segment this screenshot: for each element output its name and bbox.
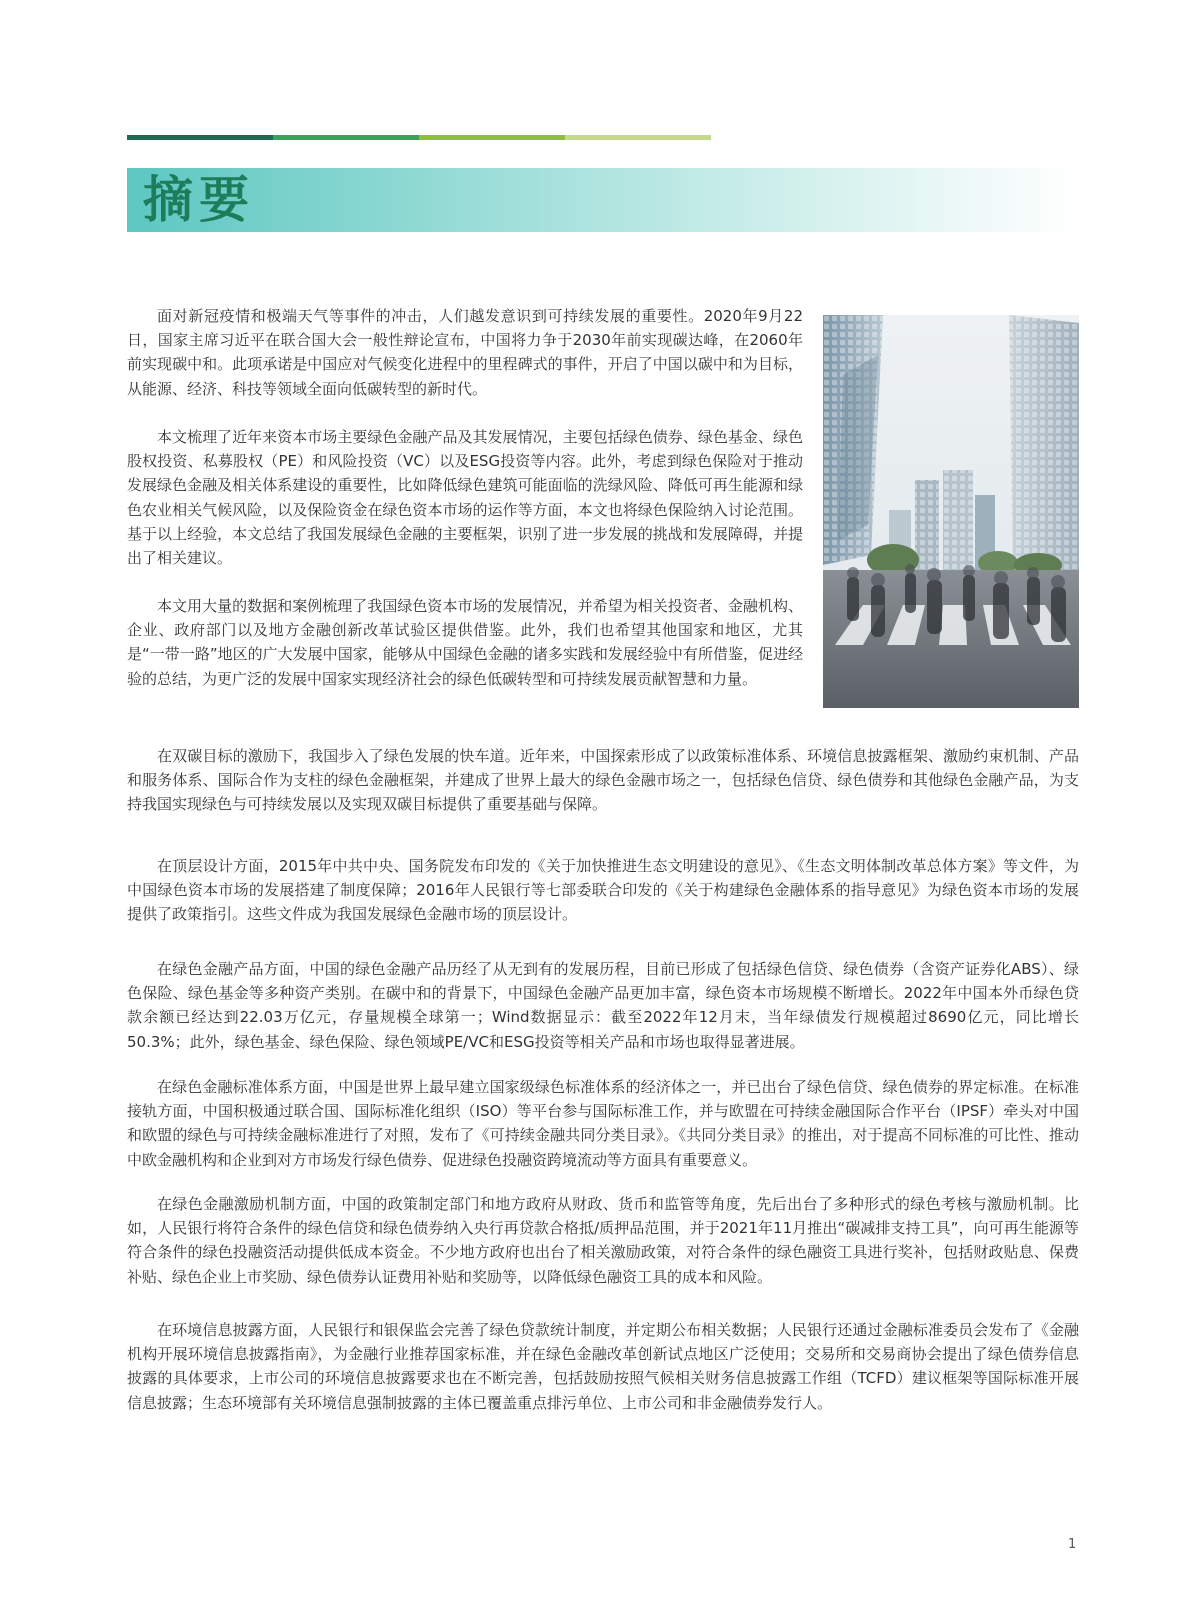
body-paragraph-5: 在绿色金融激励机制方面，中国的政策制定部门和地方政府从财政、货币和监管等角度，先后出台了多种形式的绿色考核与激励机制。比如，人民银行将符合条件的绿色信贷和绿色债券纳入央行再贷款合格抵/质押品范围，并于2021年11月推出“碳减排支持工具”，向可再生能源等符合条件的绿色投融资活动提供低成本资金。不少地方政府也出台了相关激励政策，对符合条件的绿色融资工具进行奖补，包括财政贴息、保费补贴、绿色企业上市奖励、绿色债券认证费用补贴和奖励等，以降低绿色融资工具的成本和风险。 (127, 1195, 1079, 1286)
body-paragraph-1: 在双碳目标的激励下，我国步入了绿色发展的快车道。近年来，中国探索形成了以政策标准体系、环境信息披露框架、激励约束机制、产品和服务体系、国际合作为支柱的绿色金融框架，并建成了世界上最大的绿色金融市场之一，包括绿色信贷、绿色债券和其他绿色金融产品，为支持我国实现绿色与可持续发展以及实现双碳目标提供了重要基础与保障。 (127, 747, 1079, 814)
stripe-segment (565, 135, 711, 140)
header-accent-stripe (127, 135, 711, 140)
city-crosswalk-photo (823, 315, 1079, 708)
body-paragraph-2: 在顶层设计方面，2015年中共中央、国务院发布印发的《关于加快推进生态文明建设的意见》、《生态文明体制改革总体方案》等文件，为中国绿色资本市场的发展搭建了制度保障；2016年人民银行等七部委联合印发的《关于构建绿色金融体系的指导意见》为绿色资本市场的发展提供了政策指引。这些文件成为我国发展绿色金融市场的顶层设计。 (127, 857, 1079, 924)
title-band (127, 168, 1079, 232)
body-paragraph-6: 在环境信息披露方面，人民银行和银保监会完善了绿色贷款统计制度，并定期公布相关数据；人民银行还通过金融标准委员会发布了《金融机构开展环境信息披露指南》，为金融行业推荐国家标准，并在绿色金融改革创新试点地区广泛使用；交易所和交易商协会提出了绿色债券信息披露的具体要求，上市公司的环境信息披露要求也在不断完善，包括鼓励按照气候相关财务信息披露工作组（TCFD）建议框架等国际标准开展信息披露；生态环境部有关环境信息强制披露的主体已覆盖重点排污单位、上市公司和非金融债券发行人。 (127, 1321, 1079, 1412)
intro-paragraph-1: 面对新冠疫情和极端天气等事件的冲击，人们越发意识到可持续发展的重要性。2020年9月22日，国家主席习近平在联合国大会一般性辩论宣布，中国将力争于2030年前实现碳达峰，在2060年前实现碳中和。此项承诺是中国应对气候变化进程中的里程碑式的事件，开启了中国以碳中和为目标，从能源、经济、科技等领域全面向低碳转型的新时代。 (127, 307, 803, 398)
stripe-segment (419, 135, 565, 140)
body-paragraph-4: 在绿色金融标准体系方面，中国是世界上最早建立国家级绿色标准体系的经济体之一，并已出台了绿色信贷、绿色债券的界定标准。在标准接轨方面，中国积极通过联合国、国际标准化组织（ISO）等平台参与国际标准工作，并与欧盟在可持续金融国际合作平台（IPSF）牵头对中国和欧盟的绿色与可持续金融标准进行了对照，发布了《可持续金融共同分类目录》。《共同分类目录》的推出，对于提高不同标准的可比性、推动中欧金融机构和企业到对方市场发行绿色债券、促进绿色投融资跨境流动等方面具有重要意义。 (127, 1078, 1079, 1169)
intro-paragraph-2: 本文梳理了近年来资本市场主要绿色金融产品及其发展情况，主要包括绿色债券、绿色基金、绿色股权投资、私募股权（PE）和风险投资（VC）以及ESG投资等内容。此外，考虑到绿色保险对于推动发展绿色金融及相关体系建设的重要性，比如降低绿色建筑可能面临的洗绿风险、降低可再生能源和绿色农业相关气候风险，以及保险资金在绿色资本市场的运作等方面，本文也将绿色保险纳入讨论范围。基于以上经验，本文总结了我国发展绿色金融的主要框架，识别了进一步发展的挑战和发展障碍，并提出了相关建议。 (127, 428, 803, 568)
body-paragraph-3: 在绿色金融产品方面，中国的绿色金融产品历经了从无到有的发展历程，目前已形成了包括绿色信贷、绿色债券（含资产证券化ABS）、绿色保险、绿色基金等多种资产类别。在碳中和的背景下，中国绿色金融产品更加丰富，绿色资本市场规模不断增长。2022年中国本外币绿色贷款余额已经达到22.03万亿元，存量规模全球第一；Wind数据显示：截至2022年12月末，当年绿债发行规模超过8690亿元，同比增长50.3%；此外，绿色基金、绿色保险、绿色领域PE/VC和ESG投资等相关产品和市场也取得显著进展。 (127, 960, 1079, 1051)
page-number: 1 (1068, 1537, 1077, 1552)
stripe-segment (273, 135, 419, 140)
stripe-segment (127, 135, 273, 140)
intro-paragraph-3: 本文用大量的数据和案例梳理了我国绿色资本市场的发展情况，并希望为相关投资者、金融机构、企业、政府部门以及地方金融创新改革试验区提供借鉴。此外，我们也希望其他国家和地区，尤其是“一带一路”地区的广大发展中国家，能够从中国绿色金融的诸多实践和发展经验中有所借鉴，促进经验的总结，为更广泛的发展中国家实现经济社会的绿色低碳转型和可持续发展贡献智慧和力量。 (127, 597, 803, 688)
page-title: 摘要 (143, 170, 255, 229)
